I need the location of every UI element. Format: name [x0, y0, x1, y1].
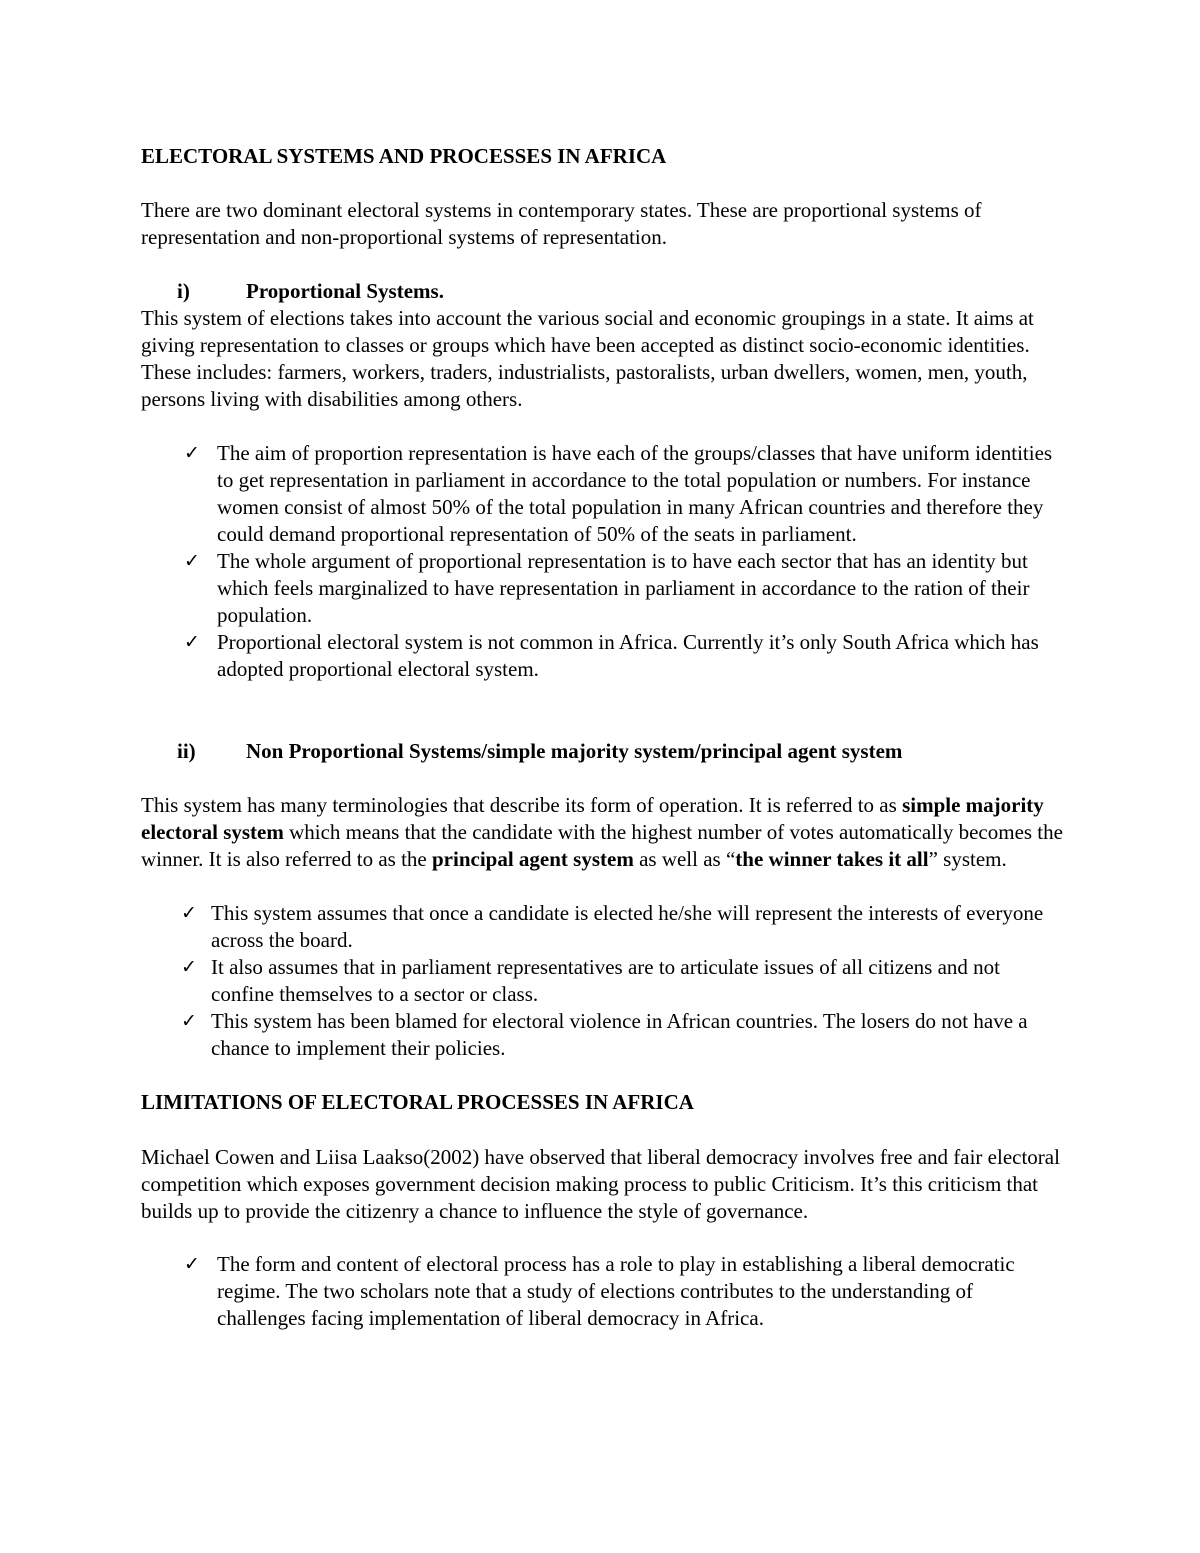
body-text: which means that the candidate with the highest number of votes automatically becomes the winner. It is also referred to as the: [141, 820, 1063, 871]
list-item: [184, 629, 1054, 683]
list-item: [184, 548, 1054, 629]
term-principal-agent: principal agent system: [432, 847, 634, 871]
bullet-text: The aim of proportion representation is have each of the groups/classes that have uniform identities to get representation in parliament in accordance to the total population or numbers. For instance women consist of almost 50% of the total population in many African countries and therefore they could demand proportional representation of 50% of the seats in parliament.: [217, 441, 1053, 546]
body-text: ” system.: [928, 847, 1007, 871]
section-2-body: [141, 792, 1066, 873]
checkmark-icon: ✓: [184, 442, 200, 464]
section-3-bullet-list: [184, 1251, 1044, 1332]
section-1-title: Proportional Systems.: [246, 279, 444, 303]
section-1-body: This system of elections takes into account the various social and economic groupings in a state. It aims at giving representation to classes or groups which have been accepted as distinct socio-economic identities. These includes: farmers, workers, traders, industrialists, pastoralists, urban dwellers, women, men, youth, persons living with disabilities among others.: [141, 306, 1034, 411]
document-title: ELECTORAL SYSTEMS AND PROCESSES IN AFRICA: [141, 144, 667, 168]
bullet-text: This system assumes that once a candidate is elected he/she will represent the interests of everyone across the board.: [211, 901, 1044, 952]
section-2-number: ii): [177, 739, 196, 763]
checkmark-icon: ✓: [184, 550, 200, 572]
bullet-text: It also assumes that in parliament representatives are to articulate issues of all citizens and not confine themselves to a sector or class.: [211, 955, 1000, 1006]
term-winner-takes-all: the winner takes it all: [735, 847, 929, 871]
list-item: [184, 1251, 1044, 1332]
bullet-text: This system has been blamed for electoral violence in African countries. The losers do not have a chance to implement their policies.: [211, 1009, 1028, 1060]
limitations-heading: LIMITATIONS OF ELECTORAL PROCESSES IN AFRICA: [141, 1090, 694, 1114]
term-simple-majority: simple majority electoral system: [141, 793, 1044, 844]
checkmark-icon: ✓: [181, 902, 197, 924]
limitations-body: Michael Cowen and Liisa Laakso(2002) have observed that liberal democracy involves free and fair electoral competition which exposes government decision making process to public Criticism. It’s this criticism that builds up to provide the citizenry a chance to influence the style of governance.: [141, 1145, 1060, 1223]
body-text: This system has many terminologies that describe its form of operation. It is referred to as: [141, 793, 903, 817]
section-1-number: i): [177, 279, 190, 303]
checkmark-icon: ✓: [184, 631, 200, 653]
list-item: [181, 954, 1061, 1008]
checkmark-icon: ✓: [184, 1253, 200, 1275]
bullet-text: The whole argument of proportional representation is to have each sector that has an identity but which feels marginalized to have representation in parliament in accordance to the ration of their population.: [217, 549, 1030, 627]
bullet-text: The form and content of electoral process has a role to play in establishing a liberal democratic regime. The two scholars note that a study of elections contributes to the understanding of challenges facing implementation of liberal democracy in Africa.: [217, 1252, 1015, 1330]
checkmark-icon: ✓: [181, 1010, 197, 1032]
list-item: [181, 900, 1061, 954]
section-2-title: Non Proportional Systems/simple majority system/principal agent system: [246, 739, 903, 763]
body-text: as well as “: [633, 847, 736, 871]
list-item: [181, 1008, 1061, 1062]
checkmark-icon: ✓: [181, 956, 197, 978]
section-1-bullet-list: [184, 440, 1054, 683]
list-item: [184, 440, 1054, 548]
bullet-text: Proportional electoral system is not common in Africa. Currently it’s only South Africa which has adopted proportional electoral system.: [217, 630, 1039, 681]
section-2-bullet-list: [181, 900, 1061, 1062]
intro-paragraph: There are two dominant electoral systems in contemporary states. These are proportional systems of representation and non-proportional systems of representation.: [141, 198, 982, 249]
